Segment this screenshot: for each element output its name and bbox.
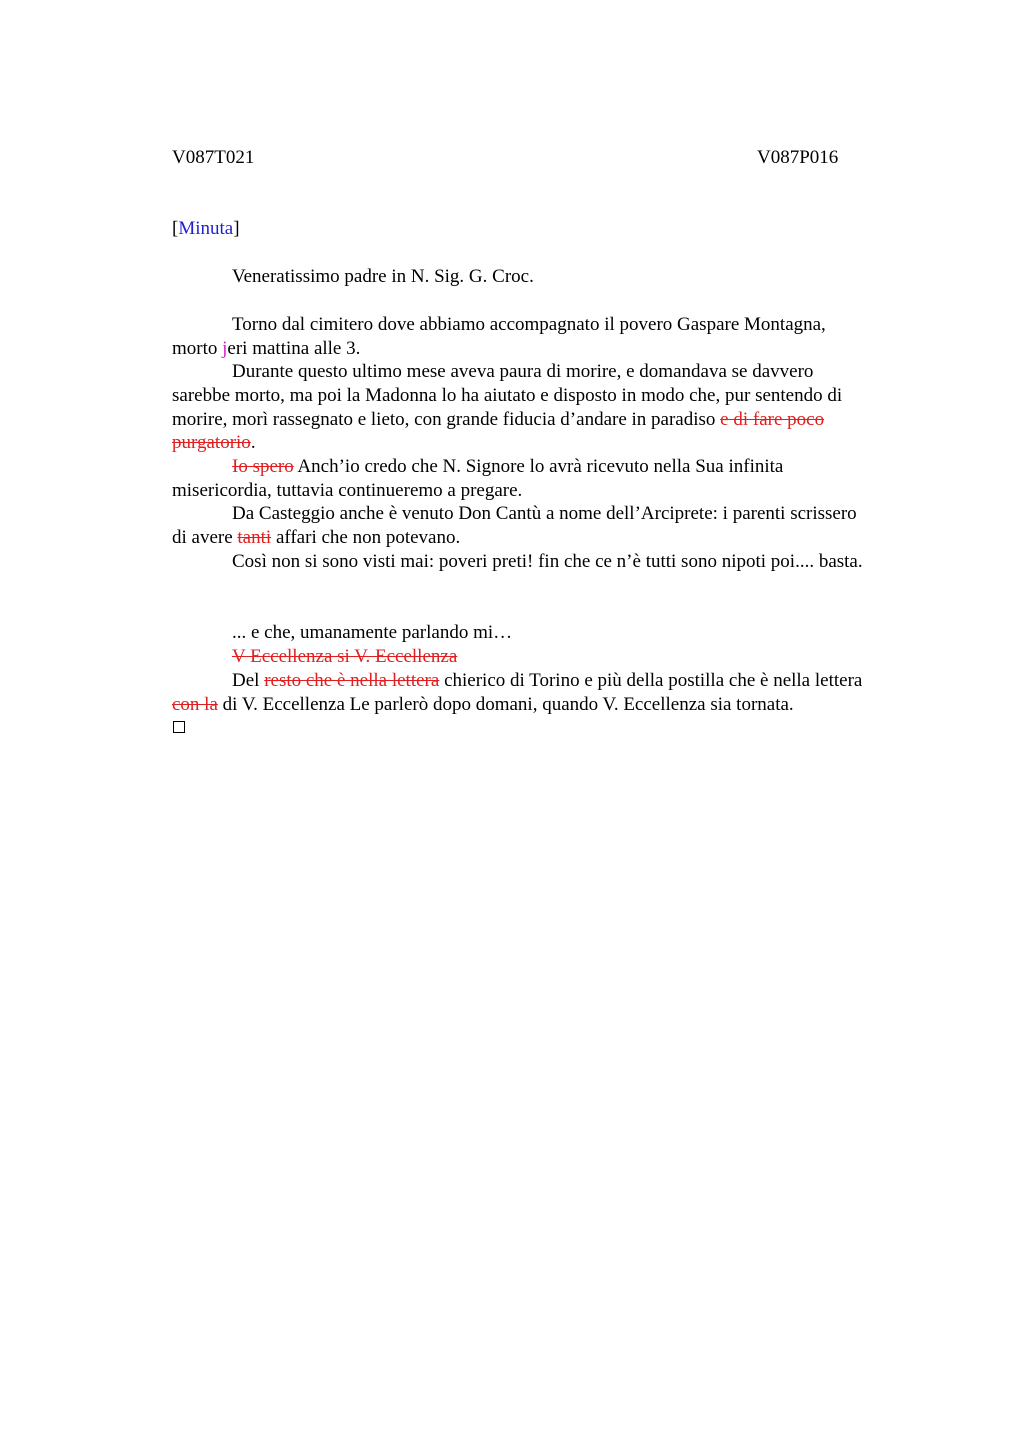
deleted-text: tanti	[237, 527, 272, 548]
paragraph-4-line-2	[172, 527, 460, 549]
paragraph-5-line-1: Così non si sono visti mai: poveri preti! fin che ce n’è tutti sono nipoti poi.... basta.	[232, 551, 863, 572]
checkbox-icon	[173, 721, 185, 733]
text-run: di V. Eccellenza Le parlerò dopo domani, quando V. Eccellenza sia tornata.	[217, 694, 794, 715]
deleted-text: Io spero	[232, 456, 294, 477]
paragraph-2-line-3	[172, 409, 824, 431]
text-run: morire, morì rassegnato e lieto, con grande fiducia d’andare in paradiso	[172, 409, 721, 430]
text-run: morto	[172, 338, 223, 359]
paragraph-8-line-1	[232, 670, 862, 692]
text-run: eri mattina alle 3.	[227, 338, 361, 359]
deleted-text: V Eccellenza si V. Eccellenza	[232, 646, 458, 667]
text-run: .	[250, 432, 256, 453]
paragraph-2-line-2: sarebbe morto, ma poi la Madonna lo ha aiutato e disposto in modo che, pur sentendo di	[172, 385, 843, 406]
document-type-label	[172, 218, 240, 240]
deleted-text: e di fare poco	[720, 409, 825, 430]
paragraph-8-line-2	[172, 694, 794, 716]
paragraph-4-line-1: Da Casteggio anche è venuto Don Cantù a nome dell’Arciprete: i parenti scrissero	[232, 503, 857, 524]
paragraph-2-line-4	[172, 432, 256, 454]
paragraph-3-line-2: misericordia, tuttavia continueremo a pregare.	[172, 480, 523, 501]
inserted-text: j	[222, 338, 228, 359]
text-run: chierico di Torino e più della postilla che è nella lettera	[439, 670, 863, 691]
label-close-bracket: ]	[233, 218, 240, 239]
paragraph-3-line-1	[232, 456, 783, 478]
label-open-bracket: [	[172, 218, 179, 239]
paragraph-2-line-1: Durante questo ultimo mese aveva paura di morire, e domandava se davvero	[232, 361, 814, 382]
document-code-right: V087P016	[757, 147, 839, 168]
text-run: Anch’io credo che N. Signore lo avrà ricevuto nella Sua infinita	[293, 456, 784, 477]
text-run: di avere	[172, 527, 238, 548]
deleted-text: purgatorio	[172, 432, 251, 453]
deleted-text: con la	[172, 694, 218, 715]
deleted-text: resto che è nella lettera	[264, 670, 440, 691]
paragraph-1-line-1: Torno dal cimitero dove abbiamo accompagnato il povero Gaspare Montagna,	[232, 314, 826, 335]
text-run: affari che non potevano.	[271, 527, 461, 548]
paragraph-7-line-1	[232, 646, 457, 668]
paragraph-1-line-2	[172, 338, 360, 360]
salutation: Veneratissimo padre in N. Sig. G. Croc.	[232, 266, 534, 287]
text-run: Del	[232, 670, 265, 691]
paragraph-6-line-1: ... e che, umanamente parlando mi…	[232, 622, 513, 643]
label-text: Minuta	[178, 218, 234, 239]
document-code-left: V087T021	[172, 147, 255, 168]
